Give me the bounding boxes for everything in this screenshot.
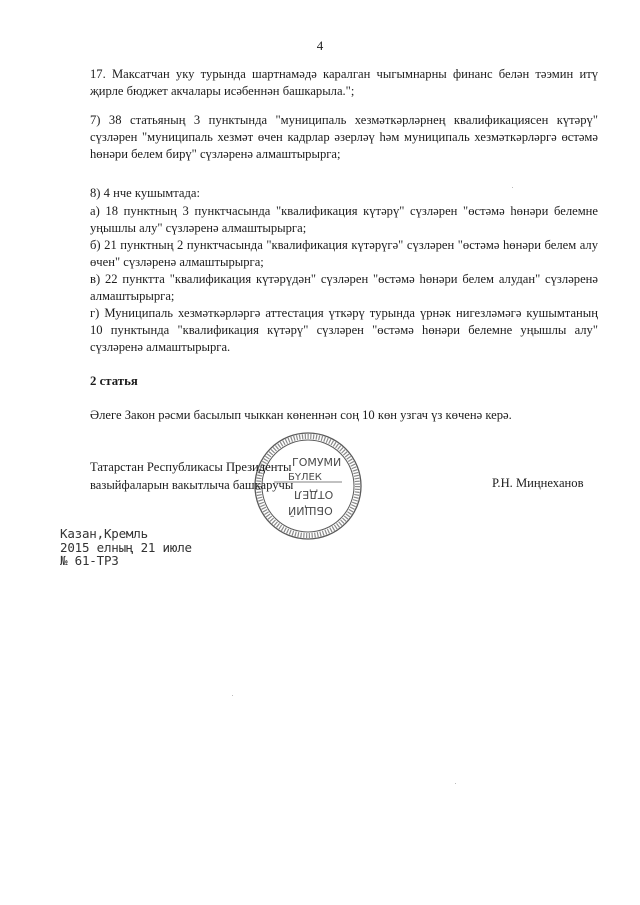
paragraph-8-text: 8) 4 нче кушымтада: xyxy=(90,186,201,200)
scan-speck xyxy=(455,783,456,784)
signatory-name: Р.Н. Миңнеханов xyxy=(492,476,584,490)
scan-speck xyxy=(512,187,513,188)
place-date-number xyxy=(60,527,192,568)
stamp-line-1: ГОМУМИ xyxy=(292,456,342,469)
stamp-line-2: БҮЛЕК xyxy=(288,472,322,483)
paragraph-b-text: б) 21 пунктның 2 пунктчасында "квалификация күтәрүгә" сүзләрен "өстәмә һөнәри белем алу өчен" сүзләренә алмаштырырга; xyxy=(90,238,598,269)
paragraph-7 xyxy=(90,112,598,163)
law-number-line: № 61-ТРЗ xyxy=(60,553,119,568)
paragraph-17 xyxy=(90,66,598,100)
signatory-title-line-2: вазыйфаларын вакытлыча башкаручы xyxy=(90,478,294,492)
signatory-title xyxy=(90,458,330,494)
paragraph-8 xyxy=(90,185,598,202)
page-number: 4 xyxy=(316,38,324,53)
paragraph-g xyxy=(90,305,598,356)
paragraph-a-text: а) 18 пунктның 3 пунктчасында "квалификация күтәрү" сүзләрен "өстәмә һөнәри белемне уңышлы алу" сүзләренә алмаштырырга; xyxy=(90,204,598,235)
article-2-heading: 2 статья xyxy=(90,374,138,388)
paragraph-g-text: г) Муниципаль хезмәткәрләргә аттестация үткәрү турында үрнәк нигезләмәгә кушымтаның 10 пунктында "квалификация күтәрү" сүзләрен "өстәмә һөнәри белемне уңышлы алу" сүзләренә алмаштырырга. xyxy=(90,306,598,354)
signatory-title-line-1: Татарстан Республикасы Президенты xyxy=(90,460,292,474)
place-line: Казан,Кремль xyxy=(60,526,148,541)
paragraph-b xyxy=(90,237,598,271)
paragraph-7-text: 7) 38 статьяның 3 пунктында "муниципаль хезмәткәрләрнең квалификациясен күтәрү" сүзләрен "муниципаль хезмәт өчен кадрлар әзерләү һәм муниципаль хезмәткәрләргә өстәмә һөнәри белем бирү" сүзләренә алмаштырырга; xyxy=(90,113,598,161)
article-2-text xyxy=(90,407,598,424)
paragraph-17-text: 17. Максатчан уку турында шартнамәдә каралган чыгымнарны финанс белән тәэмин итү җирле бюджет акчалары исәбеннән башкарыла."; xyxy=(90,67,598,98)
stamp-line-4: ОБЩИЙ xyxy=(288,504,333,517)
paragraph-a xyxy=(90,203,598,237)
stamp-line-3: ОТДЕЛ xyxy=(294,488,334,501)
paragraph-v xyxy=(90,271,598,305)
article-2-body: Әлеге Закон рәсми басылып чыккан көненнән соң 10 көн узгач үз көченә керә. xyxy=(90,408,512,422)
paragraph-v-text: в) 22 пунктта "квалификация күтәрүдән" сүзләрен "өстәмә һөнәри белем алудан" сүзләренә алмаштырырга; xyxy=(90,272,598,303)
date-line: 2015 елның 21 июле xyxy=(60,539,192,555)
scan-speck xyxy=(232,695,233,696)
